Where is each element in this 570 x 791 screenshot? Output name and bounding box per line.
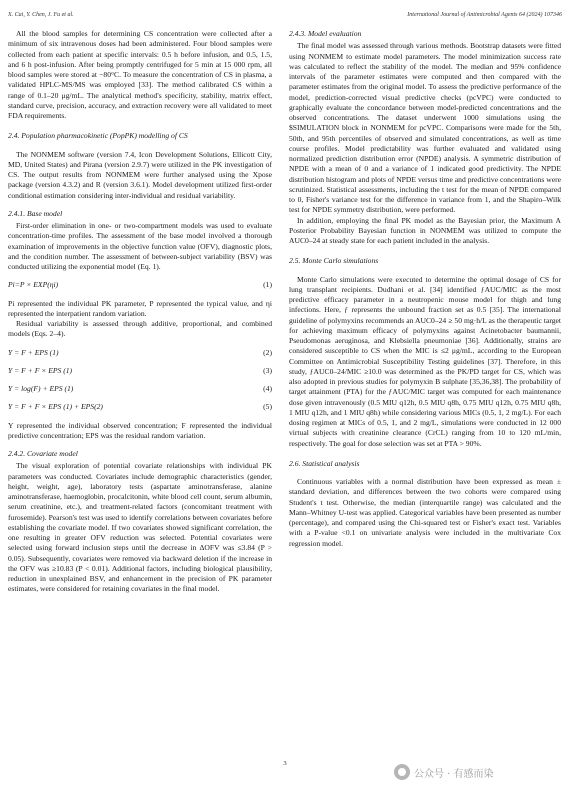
paragraph: Residual variability is assessed through additive, proportional, and combined models (Eqs. 2–4). — [8, 319, 272, 339]
paragraph: All the blood samples for determining CS concentration were collected after a minimum of six intravenous doses had been administered. Four blood samples were collected from each patient at specific intervals: 0.5 h before infusion, and 0.5, 1.5, and 6 h post-infusion. After being promptly centrifuged for 5 min at 15 000 rpm, all blood samples were stored at −80°C. To measure the concentration of CS in plasma, a validated HPLC-MS/MS was employed [33]. The method calibrated CS within a range of 0.1–20 μg/mL. The analytical method's specificity, stability, matrix effect, standard curve, precision, accuracy, and extraction recovery were all validated to meet FDA requirements. — [8, 29, 272, 120]
section-heading-monte-carlo: 2.5. Monte Carlo simulations — [289, 256, 379, 266]
header-authors: X. Cai, Y. Chen, J. Fu et al. — [8, 12, 74, 18]
right-column — [289, 29, 561, 549]
equation-text: Y = log(F) + EPS (1) — [8, 384, 74, 393]
equation-3 — [8, 366, 272, 376]
equation-1 — [8, 280, 272, 290]
paragraph: Continuous variables with a normal distribution have been expressed as mean ± standard deviation, and differences between the two cohorts were compared using Student's t test. Otherwise, the median (interquartile range) was calculated and the Mann–Whitney U-test was applied. Categorical variables have been presented as number (percentage), and compared using the Chi-squared test or Fisher's exact test. Variables with a P-value <0.1 on univariate analysis were included in the multivariate Cox regression model. — [289, 477, 561, 548]
header-journal: International Journal of Antimicrobial Agents 64 (2024) 107346 — [407, 12, 562, 18]
equation-4 — [8, 384, 272, 394]
equation-number: (5) — [263, 402, 272, 412]
paragraph: The NONMEM software (version 7.4, Icon Development Solutions, Ellicott City, MD, United States) and Pirana (version 2.9.7) were utilized in the PK investigation of CS. The output results from NONMEM were further analysed using the Xpose package (version 4.3.2) and R (version 3.6.1). Model development utilized first-order conditional estimation considering inter-individual and residual variability. — [8, 149, 272, 200]
page-number: 3 — [283, 760, 287, 767]
paragraph: First-order elimination in one- or two-compartment models was used to evaluate concentration-time profiles. The assessment of the base model involved a thorough examination of improvements in the objective function value (OFV), diagnostic plots, and the condition number. The assessment of between-subject variability (BSV) was conducted utilizing the exponential model (Eq. 1). — [8, 221, 272, 271]
equation-text: Y = F + F × EPS (1) — [8, 365, 73, 375]
equation-text: Pi=P × EXP(ηi) — [8, 280, 59, 290]
paragraph: The final model was assessed through various methods. Bootstrap datasets were fitted using NONMEM to estimate model parameters. The model minimization success rate was calculated to reflect the stability of the model. The median and 95% confidence intervals of the parameter estimates were computed and then compared with the parameter estimates from the original model. To assess the predictive performance of the model, prediction-corrected visual predictive checks (pcVPC) were conducted to graphically evaluate the concordance between model-predicted concentrations and the observed concentrations. The dataset underwent 1000 simulations using the $SIMULATION block in NONMEM for pcVPC. Comparisons were made for the 5th, 50th, and 95th percentiles of observed and simulated concentrations, as well as time course profiles. Model predictability was further evaluated and validated using normalized prediction distribution error (NPDE) analysis. A symmetric distribution of NPDE with a mean of 0 and a variance of 1 indicated good predictivity. The NPDE distribution histogram and plots of NPDE versus time and predictive concentrations were scrutinized. Statistical assessments, including the t test for the mean of NPDE compared to 0, Fisher's variance test for the difference in variance from 1, and the Shapiro–Wilk test for NPDE symmetry distribution, were performed. — [289, 41, 561, 215]
equation-text: Y = F + EPS (1) — [8, 347, 59, 357]
watermark-text: 公众号 · 有感而染 — [414, 768, 494, 780]
paragraph: In addition, employing the final PK model as the Bayesian prior, the Maximum A Posterior Probability Bayesian function in NONMEM was utilized to compute the AUC0–24 at steady state for each patient included in the analysis. — [289, 215, 561, 245]
left-column — [8, 29, 272, 595]
section-heading-poppk: 2.4. Population pharmacokinetic (PopPK) modelling of CS — [8, 131, 188, 141]
subsection-heading-covariate-model: 2.4.2. Covariate model — [8, 449, 78, 458]
equation-number: (1) — [263, 280, 272, 290]
paragraph: Monte Carlo simulations were executed to determine the optimal dosage of CS for lung transplant recipients. Dudhani et al. [34] identified ƒAUC/MIC as the most predictive efficacy parameter in a neutropenic mouse model for thigh and lung infections. Here, ƒ represents the unbound fraction set as 0.5 [35]. The international guideline of polymyxins recommends an AUC0–24 ≥ 50 mg·h/L as the therapeutic target for achieving maximum efficacy of polymyxins against Acinetobacter baumannii, Pseudomonas aeruginosa, and Klebsiella pneumoniae [36]. Additionally, strains are considered susceptible to CS when the MIC is ≤2 μg/mL, according to the European Committee on Antimicrobial Susceptibility Testing guidelines [37]. Therefore, in this study, ƒAUC0–24/MIC ≥10.0 was determined as the PK/PD target for CS, which was also adopted in previous studies for polymyxin B sulphate [35,36,38]. The probability of target attainment (PTA) for the ƒAUC/MIC target was computed for each maintenance dose given intravenously (0.5 MIU q12h, 0.5 MIU q8h, 0.75 MIU q12h, 0.75 MIU q8h, 1 MIU q12h, and 1 MIU q8h) while considering various MICs (0.5, 1, 2 mg/L). For each dosing regimen at MICs of 0.5, 1, and 2 mg/L, simulations were conducted in 12 000 virtual subjects with creatinine clearance (CrCL) ranging from 10 to 120 mL/min, respectively. The goal for dose selection was set at PTA > 90%. — [289, 274, 561, 448]
equation-2 — [8, 348, 272, 358]
subsection-heading-model-evaluation: 2.4.3. Model evaluation — [289, 29, 362, 38]
paragraph: Y represented the individual observed concentration; F represented the individual predictive concentration; EPS was the residual random variation. — [8, 420, 272, 440]
paragraph: The visual exploration of potential covariate relationships with individual PK parameters was conducted. Covariates include demographic characteristics (gender, height, weight, age), laboratory tests (aspartate aminotransferase, alanine aminotransferase, haemoglobin, procalcitonin, white blood cell count, serum albumin, serum creatinine, etc.), and treatment-related factors (concomitant treatment with furosemide). Pearson's test was used to identify correlations between covariates before establishing the covariate model. If two covariates showed significant correlation, the one resulting in greater OFV reduction was selected. Potential covariates were selected using forward inclusion steps until the decrease in ΔOFV was ≤3.84 (P > 0.05). Subsequently, covariates were removed via backward deletion if the increase in the OFV was ≥10.83 (P < 0.01). Additional factors, including biological plausibility, reduction in unexplained BSV, and enhancement in the precision of PK parameter estimates, were considered for retaining covariates in the final model. — [8, 461, 272, 594]
equation-number: (4) — [263, 384, 272, 393]
watermark — [394, 761, 564, 783]
wechat-icon — [394, 764, 410, 780]
equation-text: Y = F + F × EPS (1) + EPS(2) — [8, 402, 103, 412]
equation-5 — [8, 402, 272, 412]
equation-number: (2) — [263, 347, 272, 357]
subsection-heading-base-model: 2.4.1. Base model — [8, 208, 63, 218]
section-heading-statistical-analysis: 2.6. Statistical analysis — [289, 458, 360, 468]
paragraph: Pi represented the individual PK parameter, P represented the typical value, and ηi represented the interpatient random variation. — [8, 298, 272, 318]
page-header — [8, 12, 562, 24]
equation-number: (3) — [263, 365, 272, 375]
